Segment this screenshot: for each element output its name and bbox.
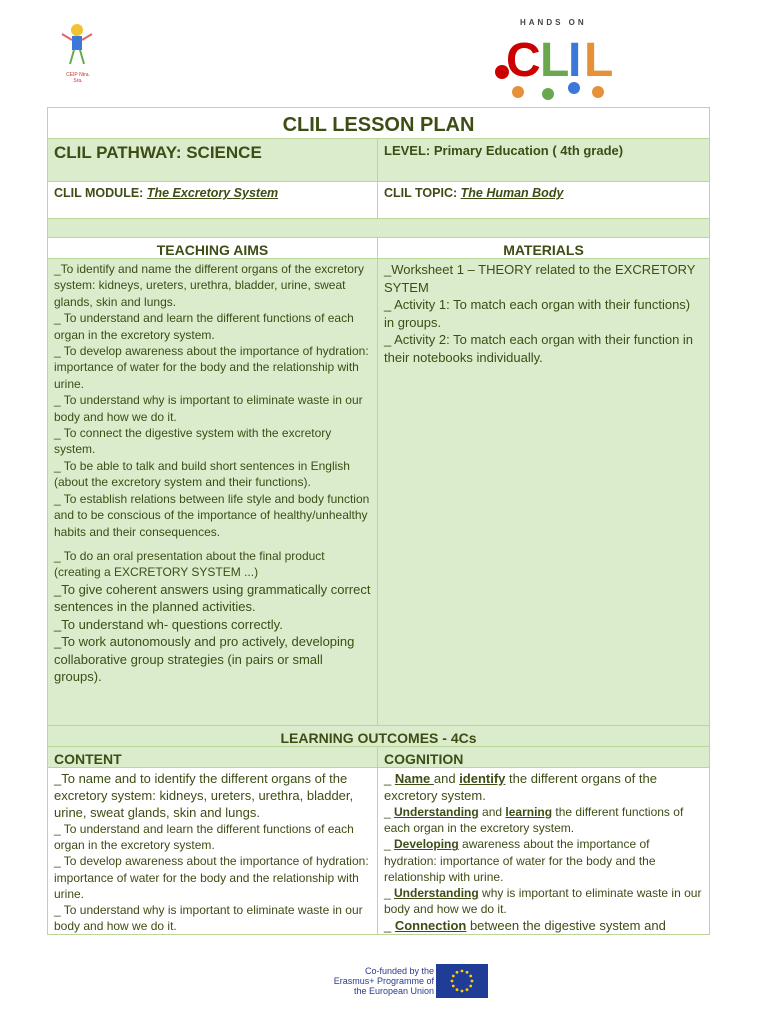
child-figure-icon — [60, 22, 94, 66]
aim-item: _To understand wh- questions correctly. — [54, 616, 283, 632]
aim-item: _ To be able to talk and build short sentences in English (about the excretory system and their functions). — [54, 458, 350, 490]
cognition-item: _ Name and identify the different organs of the excretory system. — [384, 771, 657, 803]
svg-text:L: L — [540, 34, 570, 87]
cognition-item: _ Understanding and learning the different functions of each organ in the excretory system. — [384, 805, 684, 836]
svg-text:L: L — [584, 34, 614, 87]
erasmus-footer — [268, 960, 490, 1004]
cognition-header: COGNITION — [378, 747, 709, 767]
materials-header: MATERIALS — [503, 242, 584, 258]
aim-item: _ To develop awareness about the importance of hydration: importance of water for the body and the relationship with urine. — [54, 344, 369, 391]
aim-item: _To work autonomously and pro actively, developing collaborative group strategies (in pairs or small groups). — [54, 634, 355, 685]
aim-item: _ To understand why is important to eliminate waste in our body and how we do it. — [54, 393, 363, 424]
aim-item: _To identify and name the different organs of the excretory system: kidneys, ureters, urethra, bladder, urine, sweat glands, skin and lungs. — [54, 262, 364, 309]
lesson-plan-table — [47, 107, 710, 935]
learning-outcomes-header: LEARNING OUTCOMES - 4Cs — [48, 726, 709, 746]
content-header: CONTENT — [48, 747, 378, 767]
content-item: _ To develop awareness about the importance of hydration: importance of water for the body and the relationship with urine. — [54, 854, 369, 901]
clil-pathway: CLIL PATHWAY: SCIENCE — [48, 139, 378, 181]
level: LEVEL: Primary Education ( 4th grade) — [378, 139, 709, 181]
content-item: _ To understand and learn the different functions of each organ in the excretory system. — [54, 822, 354, 853]
aim-item: _ To understand and learn the different functions of each organ in the excretory system. — [54, 311, 354, 342]
module-label: CLIL MODULE: — [54, 186, 147, 200]
svg-text:C: C — [506, 34, 541, 87]
school-logo-caption: CEIP Ntra. Sra. — [66, 72, 90, 84]
aim-item: _ To do an oral presentation about the final product (creating a EXCRETORY SYSTEM ...) — [54, 548, 325, 580]
module-value: The Excretory System — [146, 186, 279, 200]
content-item: _To name and to identify the different organs of the excretory system: kidneys, ureters, urethra, bladder, urine, sweat glands, skin and lungs. — [54, 771, 354, 820]
page-title: CLIL LESSON PLAN — [282, 114, 475, 136]
teaching-aims-header: TEACHING AIMS — [48, 238, 378, 258]
logo-hands-on-text: HANDS ON — [520, 18, 587, 27]
eu-flag-icon — [436, 964, 488, 998]
aim-item: _ To connect the digestive system with the excretory system. — [54, 426, 332, 457]
material-item: _Worksheet 1 – THEORY related to the EXCRETORY SYTEM — [384, 262, 696, 295]
content-list — [48, 768, 378, 934]
cognition-item: _ Developing awareness about the importance of hydration: importance of water for the body and the relationship with urine. — [384, 837, 656, 884]
clil-module — [48, 182, 378, 218]
aim-item: _ To establish relations between life style and body function and to be conscious of the importance of healthy/unhealthy habits and their consequences. — [54, 491, 370, 539]
school-logo — [52, 22, 102, 92]
material-item: _ Activity 1: To match each organ with their functions) in groups. — [384, 297, 691, 330]
topic-value: The Human Body — [460, 186, 564, 200]
spacer-row — [48, 219, 709, 237]
hands-on-clil-logo — [488, 14, 628, 104]
aim-item: _To give coherent answers using grammatically correct sentences in the planned activities. — [54, 581, 371, 615]
cognition-item: _ Connection between the digestive system and — [384, 918, 666, 934]
svg-text:I: I — [568, 34, 582, 87]
topic-label: CLIL TOPIC: — [384, 186, 461, 200]
clil-hands-icon — [488, 14, 628, 104]
content-item: _ To understand why is important to eliminate waste in our body and how we do it. — [54, 903, 363, 934]
cognition-list — [378, 768, 709, 934]
cofunded-text: Co-funded by the Erasmus+ Programme of the European Union — [333, 966, 434, 996]
cognition-item: _ Understanding why is important to eliminate waste in our body and how we do it. — [384, 886, 702, 917]
teaching-aims-list — [48, 259, 378, 725]
material-item: _ Activity 2: To match each organ with their function in their notebooks individually. — [384, 332, 694, 365]
clil-topic — [378, 182, 709, 218]
materials-list — [378, 259, 709, 725]
